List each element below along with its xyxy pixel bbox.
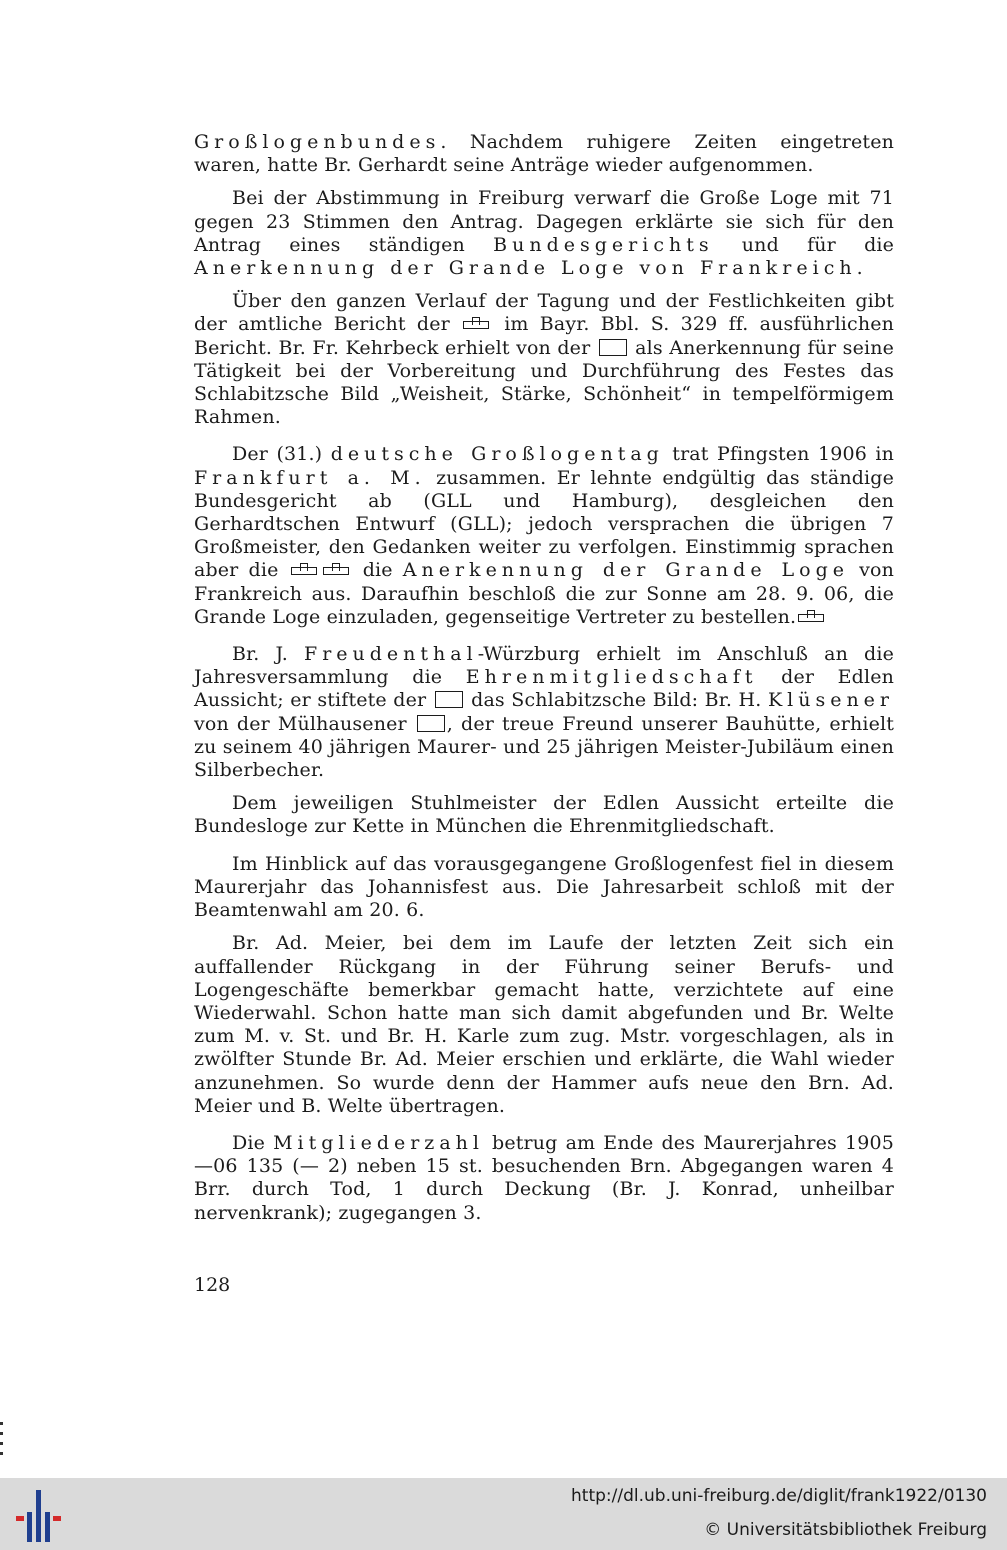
page-number: 128 [194, 1274, 231, 1296]
copyright-notice: © Universitätsbibliothek Freiburg [704, 1520, 987, 1540]
ub-freiburg-logo-icon[interactable] [16, 1490, 64, 1542]
lodge-symbol-icon [291, 563, 319, 577]
lodge-box-symbol-icon [417, 715, 445, 732]
lodge-symbol-icon [463, 317, 491, 331]
body-text [194, 131, 894, 1225]
paragraph-6: Dem jeweiligen Stuhlmeister der Edlen Aussicht erteilte die Bundesloge zur Kette in München die Ehrenmitgliedschaft. [194, 792, 894, 838]
paragraph-7: Im Hinblick auf das vorausgegangene Großlogenfest fiel in diesem Maurerjahr das Johannisfest aus. Die Jahresarbeit schloß mit der Beamtenwahl am 20. 6. [194, 852, 894, 922]
source-url-link[interactable]: http://dl.ub.uni-freiburg.de/diglit/frank1922/0130 [571, 1486, 987, 1506]
paragraph-4: Der (31.) deutsche Großlogentag trat Pfingsten 1906 in Frankfurt a. M. zusammen. Er lehnte endgültig das ständige Bundesgericht ab (GLL und Hamburg), desgleichen den Gerhardtschen Entwurf (GLL); jedoch versprachen die übrigen 7 Großmeister, den Gedanken weiter zu verfolgen. Einstimmig sprachen aber die die Anerkennung der Grande Loge von Frankreich aus. Daraufhin beschloß die zur Sonne am 28. 9. 06, die Grande Loge einzuladen, gegenseitige Vertreter zu bestellen. [194, 443, 894, 628]
paragraph-1: Großlogenbundes. Nachdem ruhigere Zeiten eingetreten waren, hatte Br. Gerhardt seine Anträge wieder aufgenommen. [194, 131, 894, 177]
scan-edge-marks [0, 1420, 3, 1460]
paragraph-9: Die Mitgliederzahl betrug am Ende des Maurerjahres 1905—06 135 (— 2) neben 15 st. besuchenden Brn. Abgegangen waren 4 Brr. durch Tod, 1 durch Deckung (Br. J. Konrad, unheilbar nervenkrank); zugegangen 3. [194, 1131, 894, 1224]
lodge-box-symbol-icon [599, 339, 627, 356]
paragraph-8: Br. Ad. Meier, bei dem im Laufe der letzten Zeit sich ein auffallender Rückgang in der Führung seiner Berufs- und Logengeschäfte bemerkbar gemacht hatte, verzichtete auf eine Wiederwahl. Schon hatte man sich damit abgefunden und Br. Welte zum M. v. St. und Br. H. Karle zum zug. Mstr. vorgeschlagen, als in zwölfter Stunde Br. Ad. Meier erschien und erklärte, die Wahl wieder anzunehmen. So wurde denn der Hammer aufs neue den Brn. Ad. Meier und B. Welte übertragen. [194, 932, 894, 1117]
paragraph-2: Bei der Abstimmung in Freiburg verwarf die Große Loge mit 71 gegen 23 Stimmen den Antrag. Dagegen erklärte sie sich für den Antrag eines ständigen Bundesgerichts und für die Anerkennung der Grande Loge von Frankreich. [194, 187, 895, 280]
paragraph-3: Über den ganzen Verlauf der Tagung und der Festlichkeiten gibt der amtliche Bericht der im Bayr. Bbl. S. 329 ff. ausführlichen Bericht. Br. Fr. Kehrbeck erhielt von der als Anerkennung für seine Tätigkeit bei der Vorbereitung und Durchführung des Festes das Schlabitzsche Bild „Weisheit, Stärke, Schönheit“ in tempelförmigem Rahmen. [194, 290, 894, 429]
lodge-symbol-icon [323, 563, 351, 577]
lodge-symbol-icon [798, 610, 826, 624]
paragraph-5: Br. J. Freudenthal-Würzburg erhielt im Anschluß an die Jahresversammlung die Ehrenmitgliedschaft der Edlen Aussicht; er stiftete der das Schlabitzsche Bild: Br. H. Klüsener von der Mülhausener , der treue Freund unserer Bauhütte, erhielt zu seinem 40 jährigen Maurer- und 25 jährigen Meister-Jubiläum einen Silberbecher. [194, 643, 895, 782]
lodge-box-symbol-icon [435, 691, 463, 708]
